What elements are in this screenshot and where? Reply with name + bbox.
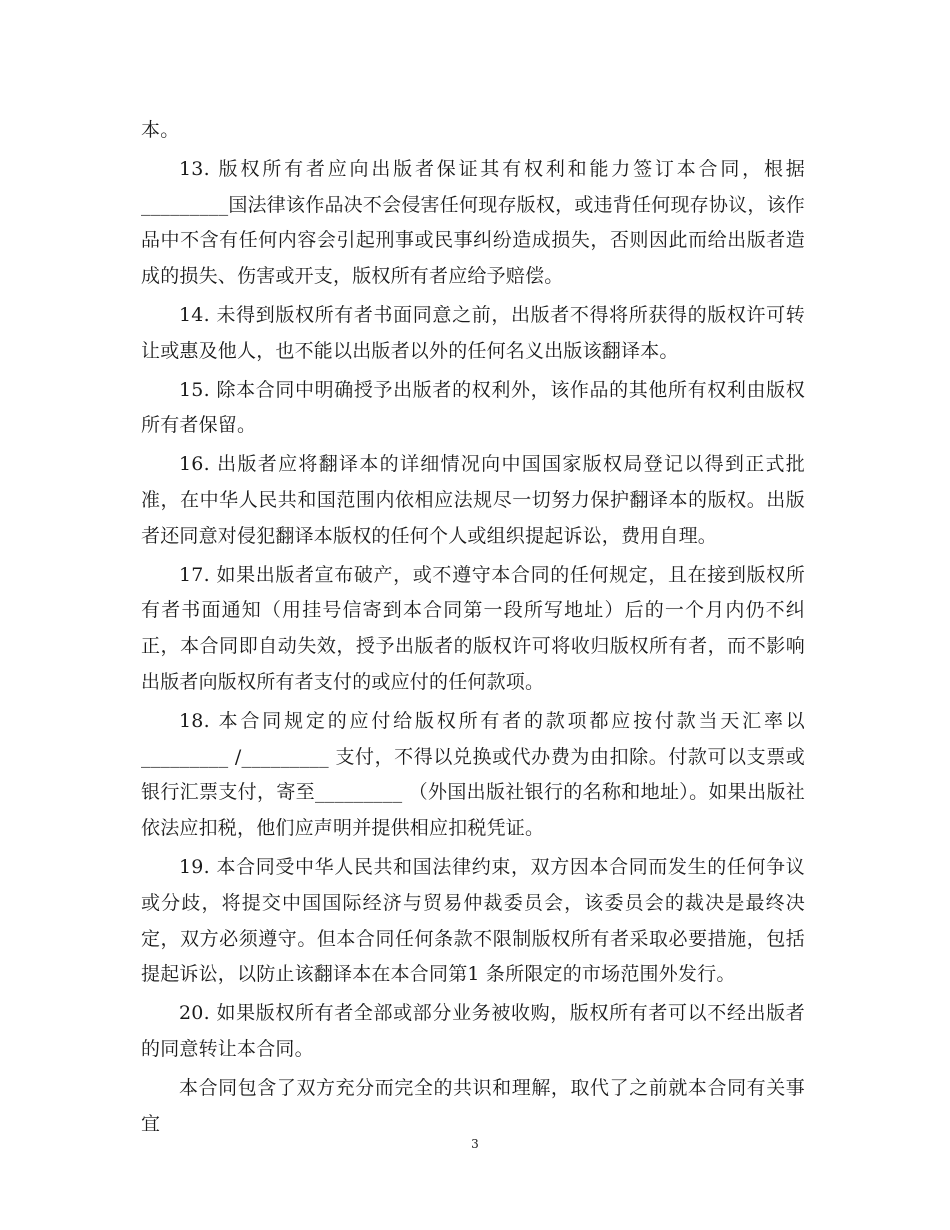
clause-16: 16. 出版者应将翻译本的详细情况向中国国家版权局登记以得到正式批准，在中华人民共和国范围内依相应法规尽一切努力保护翻译本的版权。出版者还同意对侵犯翻译本版权的任何个人或组织提起诉讼，费用自理。 — [141, 453, 805, 547]
closing-paragraph: 本合同包含了双方充分而完全的共识和理解，取代了之前就本合同有关事宜 — [141, 1076, 805, 1135]
paragraph-continuation: 本。 — [141, 119, 180, 141]
clause-14: 14. 未得到版权所有者书面同意之前，出版者不得将所获得的版权许可转让或惠及他人，也不能以出版者以外的任何名义出版该翻译本。 — [141, 303, 805, 362]
clause-15: 15. 除本合同中明确授予出版者的权利外，该作品的其他所有权利由版权所有者保留。 — [141, 378, 805, 437]
clause-17: 17. 如果出版者宣布破产，或不遵守本合同的任何规定，且在接到版权所有者书面通知（用挂号信寄到本合同第一段所写地址）后的一个月内仍不纠正，本合同即自动失效，授予出版者的版权许可将收归版权所有者，而不影响出版者向版权所有者支付的或应付的任何款项。 — [141, 563, 805, 693]
clause-20: 20. 如果版权所有者全部或部分业务被收购，版权所有者可以不经出版者的同意转让本合同。 — [141, 1002, 805, 1060]
page-number: 3 — [471, 1137, 479, 1151]
clause-18: 18. 本合同规定的应付给版权所有者的款项都应按付款当天汇率以_________ /_________ 支付，不得以兑换或代办费为由扣除。付款可以支票或银行汇票支付，寄至_________ （外国出版社银行的名称和地址）。如果出版社依法应扣税，他们应声明并提供相应扣税凭证。 — [141, 709, 805, 840]
document-body — [141, 113, 805, 1145]
clause-19: 19. 本合同受中华人民共和国法律约束，双方因本合同而发生的任何争议或分歧，将提交中国国际经济与贸易仲裁委员会，该委员会的裁决是最终决定，双方必须遵守。但本合同任何条款不限制版权所有者采取必要措施，包括提起诉讼，以防止该翻译本在本合同第1 条所限定的市场范围外发行。 — [141, 855, 805, 986]
clause-13: 13. 版权所有者应向出版者保证其有权利和能力签订本合同，根据_________国法律该作品决不会侵害任何现存版权，或违背任何现存协议，该作品中不含有任何内容会引起刑事或民事纠纷造成损失，否则因此而给出版者造成的损失、伤害或开支，版权所有者应给予赔偿。 — [141, 157, 805, 288]
